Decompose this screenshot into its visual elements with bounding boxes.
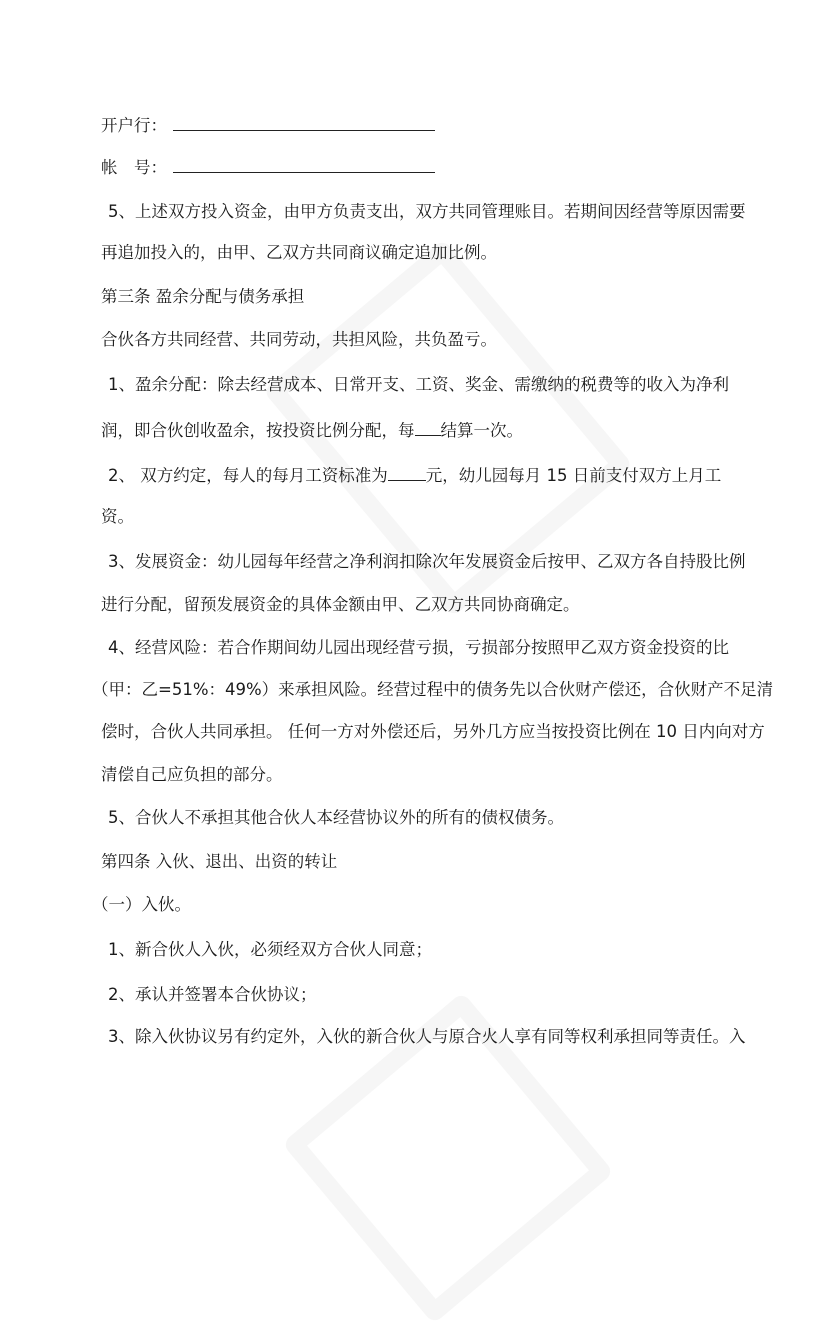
account-blank [173,156,435,173]
text: 元，幼儿园每月 15 日前支付双方上月工 [425,466,722,485]
paragraph-line: （甲：乙=51%：49%）来承担风险。经营过程中的债务先以合伙财产偿还，合伙财产不足清 [92,680,774,699]
bank-blank [173,114,435,131]
paragraph-line [108,464,721,487]
account-field [101,156,435,179]
bank-label: 开户行： [101,116,167,135]
article-heading: 第三条 盈余分配与债务承担 [101,287,305,306]
paragraph-line: 1、盈余分配：除去经营成本、日常开支、工资、奖金、需缴纳的税费等的收入为净利 [108,375,729,394]
paragraph-line: 进行分配，留预发展资金的具体金额由甲、乙双方共同协商确定。 [101,595,580,614]
paragraph-line: 2、承认并签署本合伙协议； [108,985,317,1004]
paragraph-line [101,419,523,442]
bank-field [101,114,435,137]
paragraph-line: 1、新合伙人入伙，必须经双方合伙人同意； [108,940,432,959]
subsection-heading: （一）入伙。 [92,895,191,914]
period-blank [415,419,441,436]
paragraph-line: 清偿自己应负担的部分。 [101,765,283,784]
paragraph-line: 再追加投入的，由甲、乙双方共同商议确定追加比例。 [101,243,497,262]
paragraph-line: 偿时，合伙人共同承担。 任何一方对外偿还后，另外几方应当按投资比例在 10 日内向对方 [101,722,765,741]
paragraph-line: 5、合伙人不承担其他合伙人本经营协议外的所有的债权债务。 [108,808,564,827]
text: 2、 双方约定，每人的每月工资标准为 [108,466,388,485]
paragraph-line: 合伙各方共同经营、共同劳动，共担风险，共负盈亏。 [101,330,497,349]
paragraph-line: 3、除入伙协议另有约定外，入伙的新合伙人与原合火人享有同等权利承担同等责任。入 [108,1027,746,1046]
text: 结算一次。 [440,421,523,440]
paragraph-line: 5、上述双方投入资金，由甲方负责支出，双方共同管理账目。若期间因经营等原因需要 [108,202,746,221]
article-heading: 第四条 入伙、退出、出资的转让 [101,852,338,871]
paragraph-line: 4、经营风险：若合作期间幼儿园出现经营亏损，亏损部分按照甲乙双方资金投资的比 [108,638,729,657]
salary-blank [388,464,426,481]
paragraph-line: 资。 [101,507,134,526]
paragraph-line: 3、发展资金：幼儿园每年经营之净利润扣除次年发展资金后按甲、乙双方各自持股比例 [108,552,746,571]
text: 润，即合伙创收盈余，按投资比例分配，每 [101,421,415,440]
account-label: 帐 号： [101,158,167,177]
